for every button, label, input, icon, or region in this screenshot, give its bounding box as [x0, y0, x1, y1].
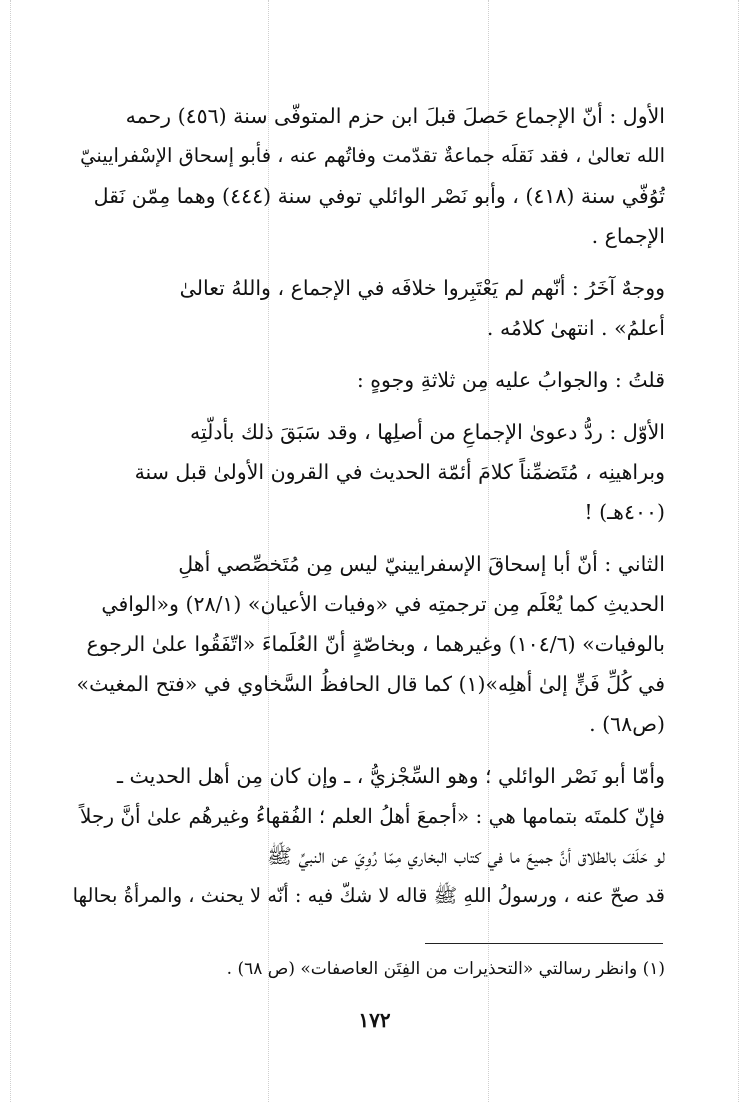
text-line: وأمّا أبو نَصْر الوائلي ؛ وهو السِّجْزيُّ ، ـ وإن كان مِن أهل الحديث ـ [116, 764, 665, 788]
scan-guide-line [10, 0, 11, 1102]
text-line: (ص٦٨) . [589, 712, 665, 736]
text-line: تُوُفّي سنة (٤١٨) ، وأبو نَصْر الوائلي توفي سنة (٤٤٤) وهما مِمّن نَقل [93, 184, 665, 208]
paragraph-reply-intro [72, 360, 665, 400]
paragraph-first [72, 96, 665, 256]
text-line: الأوّل : ردُّ دعوىٰ الإجماعِ من أصلِها ، وقد سَبَقَ ذلك بأدلّتِه [189, 420, 665, 444]
text-line: أعلمُ» . انتهىٰ كلامُه . [486, 316, 665, 340]
scan-guide-line [738, 0, 739, 1102]
text-line: الأول : أنّ الإجماع حَصلَ قبلَ ابن حزم المتوفّى سنة (٤٥٦) رحمه [125, 104, 665, 128]
text-line: في كُلِّ فَنٍّ إلىٰ أهلِه»(١) كما قال الحافظُ السَّخاوي في «فتح المغيث» [76, 672, 665, 696]
text-line: الثاني : أنّ أبا إسحاقَ الإسفرايينيّ ليس مِن مُتَخصِّصي أهلِ [178, 552, 665, 576]
main-text [72, 96, 665, 928]
text-line: الله تعالىٰ ، فقد نَقلَه جماعةٌ تقدّمت وفاتُهم عنه ، فأبو إسحاق الإسْفرايينيّ [80, 144, 665, 167]
text-line: لو حَلَفَ بالطلاق أنَّ جميعَ ما في كتاب البخاري مِمّا رُوِيَ عن النبيِّ ﷺ [267, 844, 665, 868]
text-line: ووجهٌ آخَرُ : أنّهم لم يَعْتَبِروا خلافَه في الإجماع ، واللهُ تعالىٰ [179, 276, 665, 300]
text-line: فإنّ كلمتَه بتمامها هي : «أجمعَ أهلُ العلم ؛ الفُقهاءُ وغيرهُم علىٰ أنَّ رجلاً [80, 804, 665, 828]
paragraph-first-reply [72, 412, 665, 532]
paragraph-abu-nasr [72, 756, 665, 916]
text-line: الإجماع . [591, 224, 665, 248]
page-number: ١٧٢ [358, 1008, 391, 1032]
text-line: بالوفيات» (١٠٤/٦) وغيرهما ، وبخاصّةٍ أنّ العُلَماءَ «اتّفَقُوا علىٰ الرجوع [86, 632, 665, 656]
text-line: قلتُ : والجوابُ عليه مِن ثلاثةِ وجوهٍ : [356, 368, 665, 392]
text-line: قد صحّ عنه ، ورسولُ اللهِ ﷺ قاله لا شكّ فيه : أنّه لا يحنث ، والمرأةُ بحالها [72, 884, 665, 907]
text-line: الحديثِ كما يُعْلَم مِن ترجمتِه في «وفيات الأعيان» (٢٨/١) و«الوافي [101, 592, 665, 616]
text-line: (٤٠٠هـ) ! [584, 500, 665, 524]
paragraph-another-aspect [72, 268, 665, 348]
paragraph-second-reply [72, 544, 665, 744]
footnote-divider [425, 943, 663, 944]
footnote: (١) وانظر رسالتي «التحذيرات من الفِتَن العاصفات» (ص ٦٨) . [226, 959, 665, 979]
text-line: وبراهينِه ، مُتَضمِّناً كلامَ أئمّة الحديث في القرون الأولىٰ قبل سنة [134, 460, 665, 484]
